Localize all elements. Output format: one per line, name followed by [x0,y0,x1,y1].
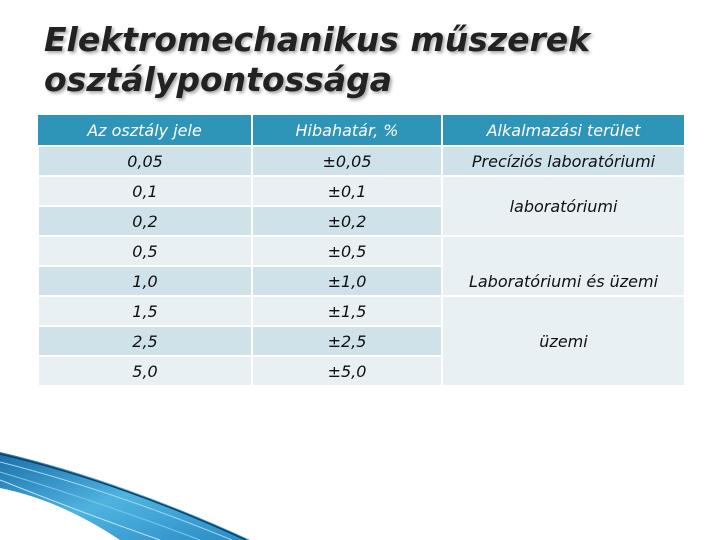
class-cell: 0,2 [38,206,252,236]
error-cell: ±5,0 [252,356,442,386]
decorative-wave-graphic [0,440,260,540]
error-cell: ±0,2 [252,206,442,236]
header-application-area: Alkalmazási terület [442,115,685,146]
error-cell: ±0,5 [252,236,442,266]
table-row [38,296,685,326]
class-cell: 0,05 [38,146,252,176]
class-cell: 1,0 [38,266,252,296]
table-header-row [38,115,685,146]
class-cell: 5,0 [38,356,252,386]
class-cell: 0,1 [38,176,252,206]
area-label-lab-and-industrial: Laboratóriumi és üzemi [468,272,659,291]
slide-title-line-2: osztálypontossága [44,60,393,99]
accuracy-class-table [37,115,686,387]
error-cell: ±0,05 [252,146,442,176]
area-cell-lab-and-industrial [442,236,685,296]
area-cell-precision: Precíziós laboratóriumi [442,146,685,176]
slide-title [44,20,684,100]
error-cell: ±1,0 [252,266,442,296]
class-cell: 1,5 [38,296,252,326]
table-row [38,146,685,176]
area-cell-industrial: üzemi [442,296,685,386]
error-cell: ±0,1 [252,176,442,206]
error-cell: ±1,5 [252,296,442,326]
table-row [38,236,685,266]
header-error-limit: Hibahatár, % [252,115,442,146]
class-cell: 2,5 [38,326,252,356]
area-cell-laboratory: laboratóriumi [442,176,685,236]
class-cell: 0,5 [38,236,252,266]
slide-title-line-1: Elektromechanikus műszerek [44,20,591,59]
error-cell: ±2,5 [252,326,442,356]
header-class: Az osztály jele [38,115,252,146]
table-row [38,176,685,206]
